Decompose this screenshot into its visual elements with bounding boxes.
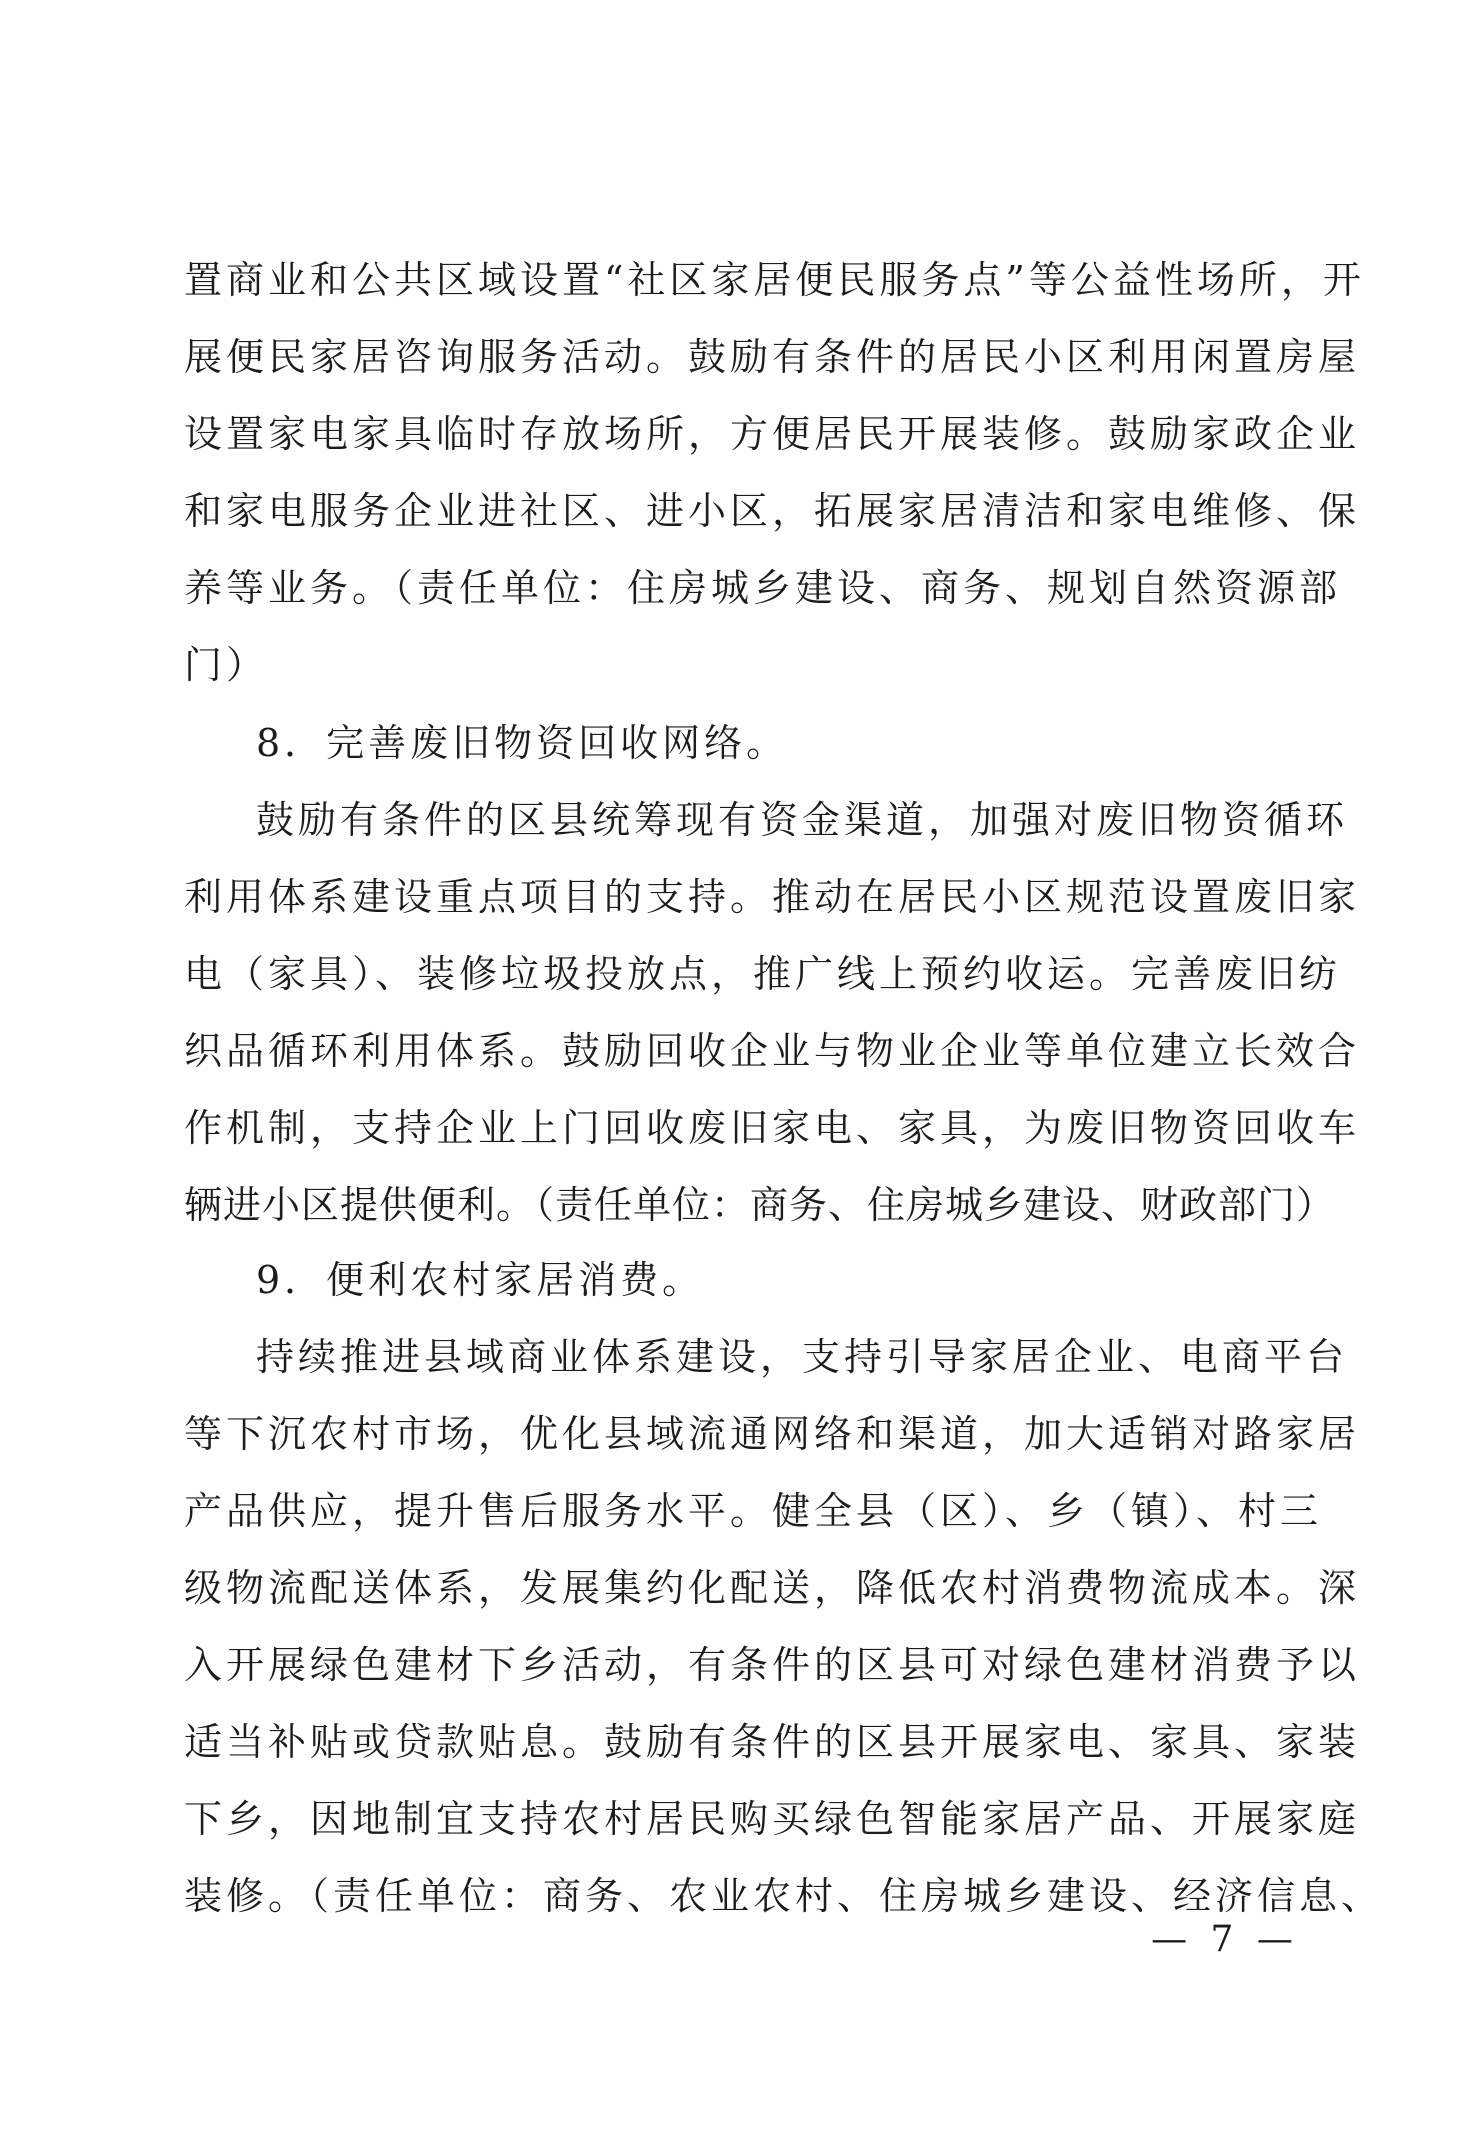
paragraph-9-line-5: 入开展绿色建材下乡活动，有条件的区县可对绿色建材消费予以 xyxy=(184,1643,1361,1687)
paragraph-8-line-2: 利用体系建设重点项目的支持。推动在居民小区规范设置废旧家 xyxy=(184,875,1361,919)
paragraph-9-line-2: 等下沉农村市场，优化县域流通网络和渠道，加大适销对路家居 xyxy=(184,1412,1361,1456)
paragraph-8-line-6: 辆进小区提供便利。（责任单位：商务、住房城乡建设、财政部门） xyxy=(184,1183,1336,1227)
paragraph-8-line-4: 织品循环利用体系。鼓励回收企业与物业企业等单位建立长效合 xyxy=(184,1029,1361,1073)
paragraph-9-line-6: 适当补贴或贷款贴息。鼓励有条件的区县开展家电、家具、家装 xyxy=(184,1720,1361,1764)
paragraph-9-line-1: 持续推进县域商业体系建设，支持引导家居企业、电商平台 xyxy=(256,1335,1349,1379)
paragraph-9-line-7: 下乡，因地制宜支持农村居民购买绿色智能家居产品、开展家庭 xyxy=(184,1797,1361,1841)
paragraph-7-line-4: 和家电服务企业进社区、进小区，拓展家居清洁和家电维修、保 xyxy=(184,489,1361,533)
paragraph-9-line-3: 产品供应，提升售后服务水平。健全县（区）、乡（镇）、村三 xyxy=(184,1489,1323,1533)
section-heading-8: 8．完善废旧物资回收网络。 xyxy=(256,721,789,765)
paragraph-7-line-5: 养等业务。（责任单位：住房城乡建设、商务、规划自然资源部 xyxy=(184,566,1342,610)
page-number: — 7 — xyxy=(1151,1919,1299,1960)
section-heading-9: 9．便利农村家居消费。 xyxy=(256,1258,705,1302)
paragraph-8-line-5: 作机制，支持企业上门回收废旧家电、家具，为废旧物资回收车 xyxy=(184,1106,1361,1150)
paragraph-7-line-3: 设置家电家具临时存放场所，方便居民开展装修。鼓励家政企业 xyxy=(184,412,1361,456)
paragraph-7-line-6: 门） xyxy=(184,643,269,687)
paragraph-7-line-1: 置商业和公共区域设置“社区家居便民服务点”等公益性场所，开 xyxy=(184,258,1365,302)
paragraph-8-line-1: 鼓励有条件的区县统筹现有资金渠道，加强对废旧物资循环 xyxy=(256,798,1349,842)
paragraph-9-line-8: 装修。（责任单位：商务、农业农村、住房城乡建设、经济信息、 xyxy=(184,1874,1384,1918)
paragraph-9-line-4: 级物流配送体系，发展集约化配送，降低农村消费物流成本。深 xyxy=(184,1566,1361,1610)
paragraph-7-line-2: 展便民家居咨询服务活动。鼓励有条件的居民小区利用闲置房屋 xyxy=(184,335,1361,379)
paragraph-8-line-3: 电（家具）、装修垃圾投放点，推广线上预约收运。完善废旧纺 xyxy=(184,952,1342,996)
